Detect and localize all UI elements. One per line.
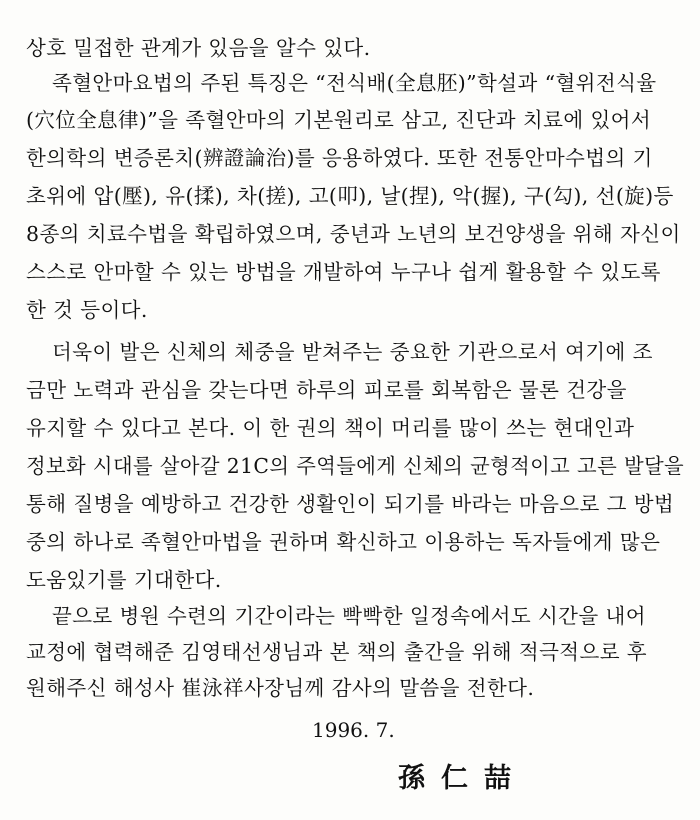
text-line: 더욱이 발은 신체의 체중을 받쳐주는 중요한 기관으로서 여기에 조 bbox=[52, 340, 653, 364]
text-line: (穴位全息律)”을 족혈안마의 기본원리로 삼고, 진단과 치료에 있어서 bbox=[26, 108, 652, 132]
text-line: 초위에 압(壓), 유(揉), 차(搓), 고(叩), 날(捏), 악(握), 구(勾), 선(旋)등 bbox=[26, 184, 674, 208]
text-line: 한의학의 변증론치(辨證論治)를 응용하였다. 또한 전통안마수법의 기 bbox=[26, 146, 653, 170]
text-line: 정보화 시대를 살아갈 21C의 주역들에게 신체의 균형적이고 고른 발달을 bbox=[26, 454, 685, 478]
text-line: 금만 노력과 관심을 갖는다면 하루의 피로를 회복함은 물론 건강을 bbox=[26, 378, 627, 402]
text-line: 상호 밀접한 관계가 있음을 알수 있다. bbox=[26, 36, 371, 60]
text-line: 도움있기를 기대한다. bbox=[26, 568, 222, 592]
text-line: 스스로 안마할 수 있는 방법을 개발하여 누구나 쉽게 활용할 수 있도록 bbox=[26, 260, 661, 284]
text-line: 8종의 치료수법을 확립하였으며, 중년과 노년의 보건양생을 위해 자신이 bbox=[26, 222, 681, 246]
text-line: 한 것 등이다. bbox=[26, 298, 148, 322]
text-line: 교정에 협력해준 김영태선생님과 본 책의 출간을 위해 적극적으로 후 bbox=[26, 640, 648, 664]
text-line: 족혈안마요법의 주된 특징은 “전식배(全息胚)”학설과 “혈위전식율 bbox=[52, 71, 657, 95]
text-line: 유지할 수 있다고 본다. 이 한 권의 책이 머리를 많이 쓰는 현대인과 bbox=[26, 416, 635, 440]
text-line: 원해주신 해성사 崔泳祥사장님께 감사의 말씀을 전한다. bbox=[26, 676, 535, 700]
text-line: 끝으로 병원 수련의 기간이라는 빡빡한 일정속에서도 시간을 내어 bbox=[52, 604, 646, 628]
text-line: 통해 질병을 예방하고 건강한 생활인이 되기를 바라는 마음으로 그 방법 bbox=[26, 492, 675, 516]
author-signature: 孫仁喆 bbox=[398, 763, 527, 794]
text-line: 중의 하나로 족혈안마법을 권하며 확신하고 이용하는 독자들에게 많은 bbox=[26, 530, 661, 554]
date: 1996. 7. bbox=[312, 718, 395, 742]
